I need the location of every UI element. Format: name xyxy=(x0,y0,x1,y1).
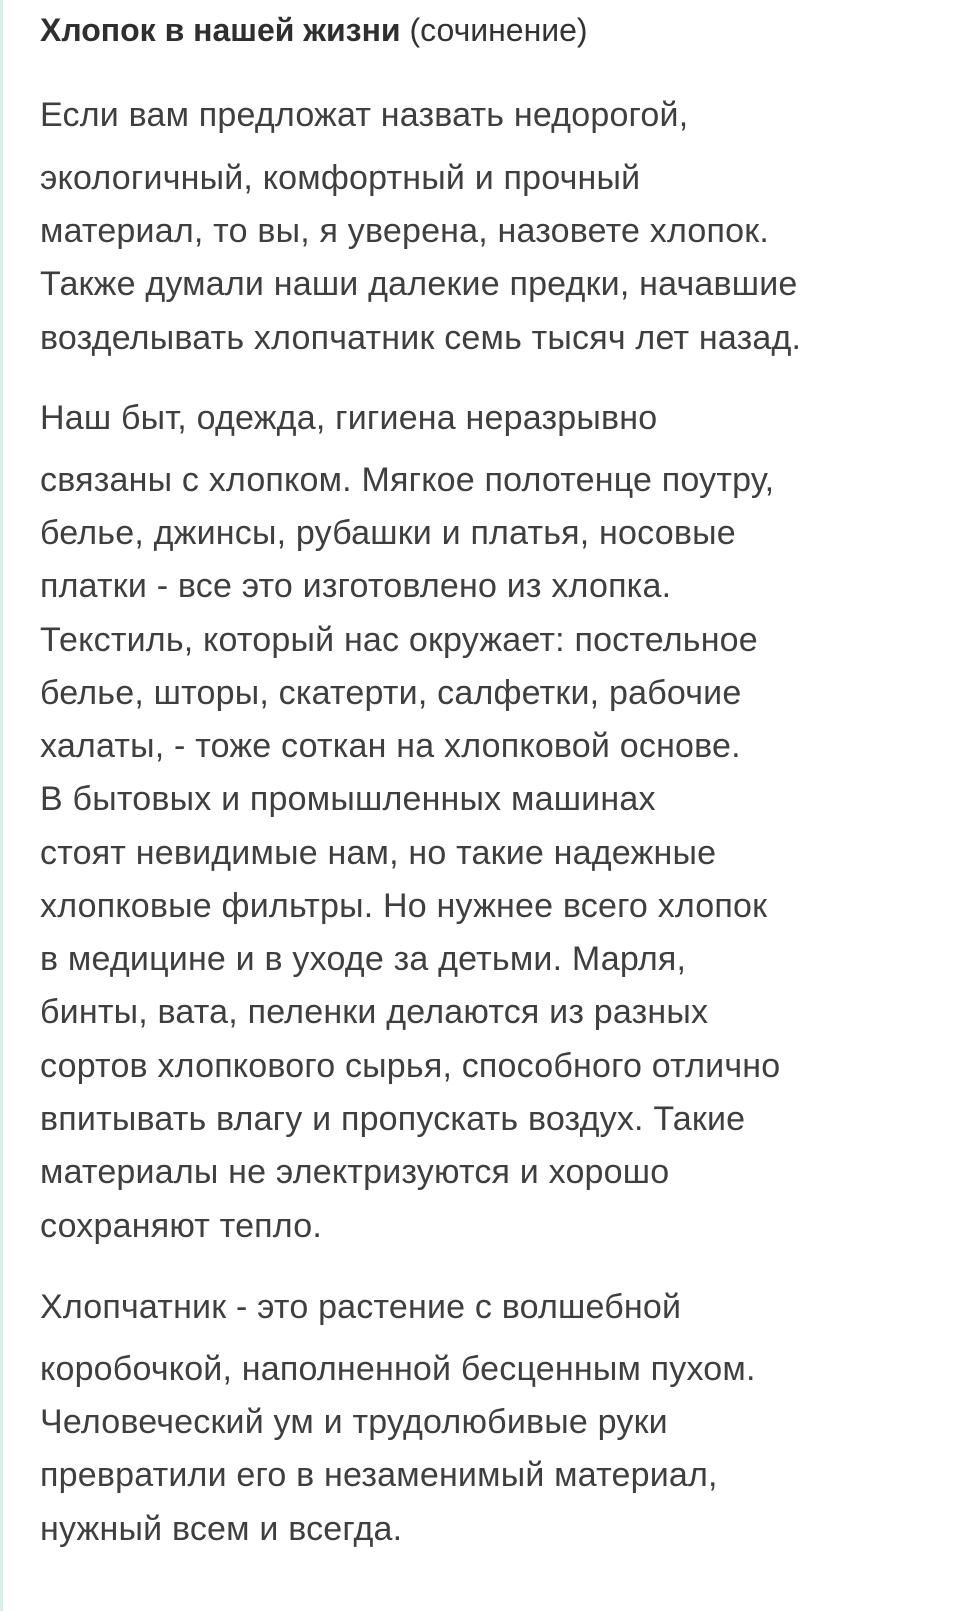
paragraph-3-line-5: нужный всем и всегда. xyxy=(40,1510,403,1548)
paragraph-1-line-2: экологичный, комфортный и прочный xyxy=(40,159,641,197)
paragraph-2-line-8: В бытовых и промышленных машинах xyxy=(40,780,656,818)
paragraph-2-line-6: белье, шторы, скатерти, салфетки, рабочие xyxy=(40,674,742,712)
paragraph-2-line-3: белье, джинсы, рубашки и платья, носовые xyxy=(40,514,736,552)
paragraph-1-line-3: материал, то вы, я уверена, назовете хлопок. xyxy=(40,212,769,250)
essay-title xyxy=(40,8,588,52)
paragraph-2-line-15: материалы не электризуются и хорошо xyxy=(40,1153,670,1191)
paragraph-3-line-4: превратили его в незаменимый материал, xyxy=(40,1456,718,1494)
left-border-accent xyxy=(0,0,3,1611)
paragraph-3-line-2: коробочкой, наполненной бесценным пухом. xyxy=(40,1350,756,1388)
paragraph-2-line-10: хлопковые фильтры. Но нужнее всего хлопок xyxy=(40,887,768,925)
paragraph-1-line-4: Также думали наши далекие предки, начавшие xyxy=(40,265,798,303)
paragraph-2-line-4: платки - все это изготовлено из хлопка. xyxy=(40,567,672,605)
paragraph-2-line-7: халаты, - тоже соткан на хлопковой основе. xyxy=(40,727,741,765)
title-bold-text: Хлопок в нашей жизни xyxy=(40,12,401,48)
paragraph-2-line-16: сохраняют тепло. xyxy=(40,1207,322,1245)
paragraph-2-line-11: в медицине и в уходе за детьми. Марля, xyxy=(40,940,687,978)
paragraph-3-line-3: Человеческий ум и трудолюбивые руки xyxy=(40,1403,668,1441)
paragraph-2-line-12: бинты, вата, пеленки делаются из разных xyxy=(40,993,709,1031)
paragraph-2-line-13: сортов хлопкового сырья, способного отлично xyxy=(40,1047,781,1085)
paragraph-1-line-5: возделывать хлопчатник семь тысяч лет назад. xyxy=(40,319,802,357)
paragraph-2-line-1: Наш быт, одежда, гигиена неразрывно xyxy=(40,399,658,437)
paragraph-1-line-1: Если вам предложат назвать недорогой, xyxy=(40,96,689,134)
paragraph-2-line-5: Текстиль, который нас окружает: постельное xyxy=(40,621,758,659)
paragraph-3-line-1: Хлопчатник - это растение с волшебной xyxy=(40,1288,682,1326)
title-subtitle-text: (сочинение) xyxy=(409,12,588,48)
paragraph-2-line-2: связаны с хлопком. Мягкое полотенце поутру, xyxy=(40,461,775,499)
paragraph-2-line-9: стоят невидимые нам, но такие надежные xyxy=(40,834,717,872)
paragraph-2-line-14: впитывать влагу и пропускать воздух. Такие xyxy=(40,1100,746,1138)
